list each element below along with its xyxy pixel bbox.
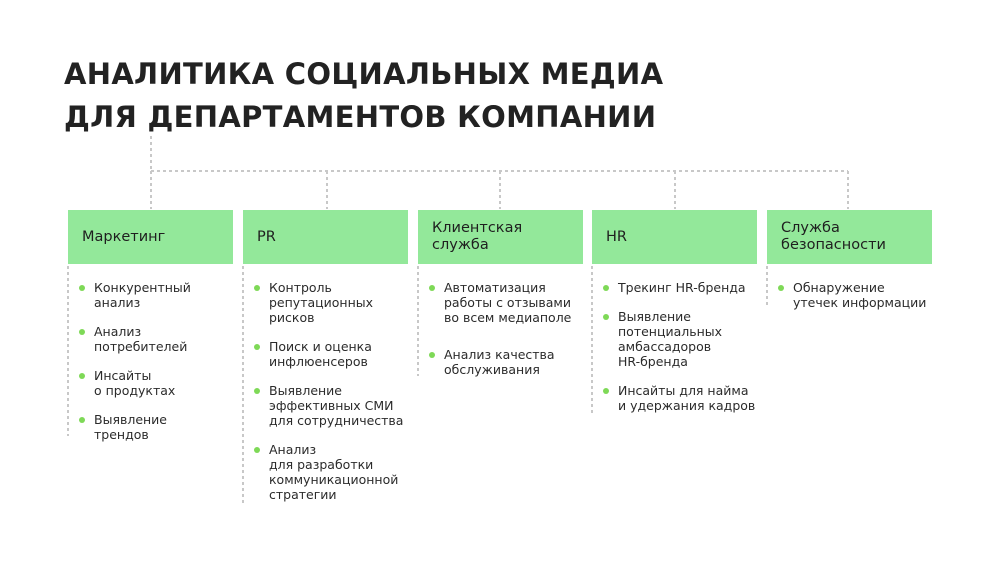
bullet-icon (778, 285, 784, 291)
bullet-icon (429, 285, 435, 291)
list-item (604, 309, 779, 369)
title-line-2: ДЛЯ ДЕПАРТАМЕНТОВ КОМПАНИИ (64, 100, 657, 134)
department-box-marketing (68, 210, 233, 264)
list-item (255, 339, 430, 369)
department-name: PR (257, 228, 276, 245)
list-item-text: Анализ качества обслуживания (444, 347, 555, 377)
department-box-pr (243, 210, 408, 264)
list-item (80, 412, 255, 442)
list-item (255, 383, 430, 428)
bullet-icon (603, 285, 609, 291)
list-item-text: Инсайты о продуктах (94, 368, 176, 398)
list-item-text: Инсайты для найма и удержания кадров (618, 383, 756, 413)
list-item (779, 280, 954, 310)
list-item-text: Автоматизация работы с отзывами во всем медиаполе (444, 280, 572, 325)
list-item-text: Анализ потребителей (94, 324, 188, 354)
list-item-text: Поиск и оценка инфлюенсеров (269, 339, 372, 369)
department-list-pr (255, 280, 430, 516)
list-item (430, 280, 605, 325)
bullet-icon (429, 352, 435, 358)
list-item-text: Выявление трендов (94, 412, 167, 442)
department-name: Служба безопасности (781, 220, 886, 253)
list-item (255, 442, 430, 502)
department-box-hr (592, 210, 757, 264)
bullet-icon (254, 285, 260, 291)
bullet-icon (79, 417, 85, 423)
department-list-client-service (430, 280, 605, 391)
department-box-security (767, 210, 932, 264)
bullet-icon (603, 388, 609, 394)
list-item (604, 280, 779, 295)
bullet-icon (603, 314, 609, 320)
list-item (80, 324, 255, 354)
department-box-client-service (418, 210, 583, 264)
list-item-text: Обнаружение утечек информации (793, 280, 927, 310)
bullet-icon (254, 344, 260, 350)
bullet-icon (79, 373, 85, 379)
list-item-text: Конкурентный анализ (94, 280, 191, 310)
list-item-text: Контроль репутационных рисков (269, 280, 374, 325)
page-title (64, 53, 663, 139)
list-item-text: Трекинг HR-бренда (618, 280, 746, 295)
bullet-icon (79, 285, 85, 291)
department-name: Маркетинг (82, 228, 166, 245)
title-line-1: АНАЛИТИКА СОЦИАЛЬНЫХ МЕДИА (64, 57, 664, 91)
bullet-icon (79, 329, 85, 335)
list-item (604, 383, 779, 413)
list-item-text: Выявление эффективных СМИ для сотрудничества (269, 383, 404, 428)
list-item-text: Анализ для разработки коммуникационной стратегии (269, 442, 399, 502)
department-list-security (779, 280, 954, 324)
list-item (80, 368, 255, 398)
department-list-marketing (80, 280, 255, 456)
bullet-icon (254, 388, 260, 394)
department-name: HR (606, 228, 627, 245)
bullet-icon (254, 447, 260, 453)
list-item (80, 280, 255, 310)
department-name: Клиентская служба (432, 220, 523, 253)
list-item-text: Выявление потенциальных амбассадоров HR-бренда (618, 309, 723, 369)
list-item (430, 347, 605, 377)
list-item (255, 280, 430, 325)
department-list-hr (604, 280, 779, 427)
